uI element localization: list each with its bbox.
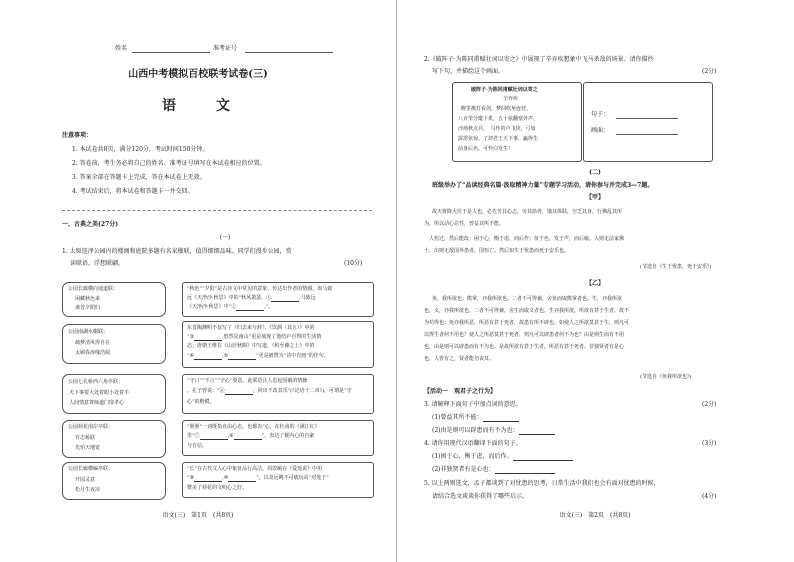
couplet-1-line1: 闲藏秋色来 [75, 296, 101, 302]
q1-score: (10分) [344, 260, 363, 267]
note-4-line2c: ”，表达了梗内心的自豪 [261, 433, 315, 439]
note-5-line2c: ”，以及远眺不可亵玩焉”对莲子” [256, 475, 329, 481]
name-line [132, 52, 210, 53]
answer-blank-7[interactable] [200, 433, 228, 440]
q3-text: 3. 请解释下面句子中加点词的意思。 [424, 401, 522, 408]
note-1-line2b: ,马致远 [299, 295, 316, 301]
couplet-3-line2: 人间情意尊师道门扉孝心 [69, 400, 125, 406]
couplet-4-line1: 有志桥联 [75, 435, 96, 441]
note-2-line4a: “④ [187, 353, 195, 359]
jia-line-2: 为，所以动心忍性，曾益其所不能。 [424, 221, 505, 227]
q3-item-1: (1)曾益其所不能： [432, 414, 483, 421]
note-4-line1: “胆胆”一词既指直由心态，也都表“心，在杜甫的《满江红》 [187, 424, 320, 430]
jia-line-4: 士，出则无敌国外患者，国恒亡。然后知生于忧患而死于安乐也。 [424, 248, 570, 254]
q4-text: 4. 请你用现代汉语翻译下面的句子。 [424, 440, 522, 447]
couplet-3-caption: 公园七孔桥西六角亭联： [68, 379, 124, 385]
note-2-line1: 东晋陶渊明不仅写了《归去来兮辞》，《饮酒（其五）》中的 [187, 325, 315, 331]
answer-blank-1[interactable] [271, 295, 299, 302]
note-5-line3: 赞美了荷花的文明心之好。 [187, 485, 248, 491]
couplet-3-line1: 天下事要大处着眼小处着手 [69, 390, 130, 396]
yi-line-5: 也，由是则可以辟患而有不为也。是故所欲有甚于生者，所恶有甚于死者。非独贤者有是心 [424, 344, 625, 350]
yi-line-2: 也，义，亦我所欲也。二者不可得兼，舍生而取义者也。生亦我所欲，所欲有甚于生者，故不 [424, 308, 630, 314]
activity-intro: 班级举办了“品读经典名篇·汲取精神力量”专题学习活动，请你参与并完成3—7题。 [432, 182, 654, 189]
couplet-2-caption: 公园南湖水榭联： [68, 329, 109, 335]
q4-item-2: (2)非独贤者有是心也： [432, 466, 495, 473]
answer-blank-8[interactable] [234, 433, 262, 440]
answer-blank-3[interactable] [194, 334, 222, 341]
subject-title: 语 文 [162, 98, 234, 114]
activity1-title: 【活动一 观君子之行为】 [424, 388, 497, 395]
yi-line-1: 鱼，我所欲也；熊掌，亦我所欲也。二者不可得兼，舍鱼而取熊掌者也。生，亦我所欲 [432, 296, 623, 302]
sub1-title: (一) [219, 234, 231, 241]
note-2-line4b: ,⑤ [222, 353, 229, 359]
note-3-line1: “守口”“不言”“守心”要意。此联语注人思起国破的情操 [187, 378, 308, 384]
note-3-line2b: ，同出不改其乐”(《论语十二章》)，可谓是“守 [252, 388, 352, 394]
q2-line2: 写下句，并描绘这个画面。 [432, 68, 505, 75]
notes-title: 注意事项： [62, 132, 93, 139]
couplet-box-1 [62, 282, 166, 317]
sentence-label: 句子： [591, 111, 610, 118]
note-2-line4c: ”更是被赞为“诗中有画”的佳句。 [256, 353, 329, 359]
answer-blank-2[interactable] [236, 304, 264, 311]
note-3-line2a: 。孔子曾说：“⑥ [187, 388, 225, 394]
q5-line2: 请结合选文谈谈你获得了哪些启示。 [432, 493, 529, 500]
note-5-line1: “长”在古代文人心中象征品行高洁。周敦颐在《爱莲说》中用 [187, 466, 323, 472]
note-2-line3: 态；唐朝王维在《山居秋暝》中写道，《积至藤之上》中的 [187, 343, 315, 349]
couplet-1-line2: 斋芳夕阳归 [75, 305, 101, 311]
answer-blank-6[interactable] [225, 388, 253, 395]
poem-title: 破阵子·为陈同甫赋壮词以寄之 [471, 87, 538, 93]
couplet-box-3 [62, 374, 166, 414]
notes-divider [62, 210, 372, 211]
q2-score: (2分) [702, 68, 717, 75]
couplet-5-caption: 公园长廊横编亭联： [68, 466, 114, 472]
poem-line-2: 八百里分麾下炙，五十弦翻塞外声。 [458, 116, 539, 122]
couplet-note-5 [182, 462, 374, 498]
q3-answer-1[interactable] [483, 415, 519, 422]
note-4-line2b: ,⑧ [227, 433, 234, 439]
right-page-footer: 语文(三) 第2页 (共8页) [559, 512, 631, 519]
q5-line1: 5. 以上两则选文，孟子都谈到了对忧患的思考，日常生活中我们也会有面对忧患的时候， [424, 480, 660, 487]
note-1-line3b: ,”。 [264, 304, 274, 310]
note-2-line2b: ,悠然见南山”更是展现了他结庐自得的生活情 [222, 334, 322, 340]
couplet-box-4 [62, 420, 166, 458]
q1-line1: 1. 太原迎泽公园内的楼阁和庭院多题有名家楹联，值得细细品味。同学们漫步公园，赏 [62, 248, 292, 255]
scene-label: 画面： [591, 127, 610, 134]
couplet-note-3 [182, 374, 374, 414]
jia-source: (节选自《生于忧患，死于安乐》) [640, 264, 712, 270]
couplet-note-4 [182, 420, 374, 456]
jia-title: 【甲】 [585, 194, 604, 201]
couplet-4-line2: 先怕天地宽 [75, 445, 101, 451]
note-3-line3: 心”的楷模。 [187, 399, 215, 405]
jia-line-3: 人恒过，然后能改；困于心，衡于虑，而后作；征于色，发于声，而后喻。入则无法家拂 [424, 236, 625, 242]
sentence-line[interactable] [616, 118, 678, 119]
note-1-line3a: 《天净沙·秋思》中“② [187, 304, 237, 310]
poem-author: 辛弃疾 [503, 96, 519, 102]
note-5-line2b: ,⑩ [222, 475, 229, 481]
couplet-note-2 [182, 321, 374, 368]
yi-title: 【乙】 [585, 280, 604, 287]
q3-item-2: (2)由是则可以辟患而有不为也： [432, 427, 519, 434]
note-1: 1. 本试卷共8页，满分120分，考试时间150分钟。 [72, 146, 209, 153]
yi-line-4: 以得生者何不用也？使人之所恶莫甚于死者，则凡可以辟患者何不为也？由是则生而有不用 [424, 332, 625, 338]
couplet-box-2 [62, 324, 166, 364]
note-3: 3. 答案全部在答题卡上完成，答在本试卷上无效。 [72, 174, 206, 181]
section1-title: 一、古典之美(27分) [62, 221, 119, 228]
exam-no-line [245, 52, 333, 53]
couplet-4-caption: 公园荷花南岸亭联： [68, 424, 114, 430]
q3-score: (2分) [702, 401, 717, 408]
couplet-5-line1: 开园灵意 [75, 477, 96, 483]
couplet-1-caption: 公园长廊横向通道联： [68, 286, 119, 292]
scene-line[interactable] [616, 134, 678, 135]
poem-line-5: 前身后名。可怜白发生！ [458, 146, 514, 152]
exam-title: 山西中考模拟百校联考试卷(三) [128, 69, 268, 80]
q4-answer-1[interactable] [513, 454, 573, 461]
couplet-box-5 [62, 462, 166, 500]
q5-score: (4分) [702, 493, 717, 500]
answer-blank-4[interactable] [194, 353, 222, 360]
q4-item-1: (1)困于心，衡于虑，而后作。 [432, 453, 513, 460]
note-1-line2a: 远《天净沙·秋思》中的“秋风萧瑟，① [187, 295, 272, 301]
note-4-line3: 与自信。 [187, 443, 208, 449]
poem-line-4: 霹雳弦惊。了却君王天下事，赢得生 [458, 136, 539, 142]
answer-blank-5[interactable] [228, 353, 256, 360]
q4-score: (3分) [702, 440, 717, 447]
yi-line-6: 也，人皆有之，贤者能勿丧耳。 [424, 356, 495, 362]
answer-blank-9[interactable] [194, 475, 222, 482]
note-4: 4. 考试结束后，将本试卷和答题卡一并交回。 [72, 188, 194, 195]
sub2-title: (二) [589, 169, 601, 176]
poem-box [452, 82, 582, 162]
answer-blank-10[interactable] [228, 475, 256, 482]
jia-line-1: 故天将降大任于是人也，必先苦其心志，劳其筋骨，饿其体肤，空乏其身，行拂乱其所 [432, 209, 623, 215]
exam-no-label: 准考证号 [213, 45, 238, 52]
couplet-note-1 [182, 282, 374, 317]
poem-line-1: 醉里挑灯看剑，梦回吹角连营。 [461, 106, 532, 112]
note-2: 2. 答卷前，考生务必将自己的姓名、准考证号填写在本试卷相应的位置。 [72, 160, 266, 167]
couplet-5-line2: 松月生夜凉 [75, 487, 101, 493]
yi-line-3: 为苟得也；死亦我所恶，所恶有甚于死者，故患有所不辟也。如使人之所欲莫甚于生，则凡可 [424, 320, 630, 326]
left-page-footer: 语文(三) 第1页 (共8页) [162, 512, 234, 519]
yi-source: (节选自《鱼我所欲也》) [640, 374, 692, 380]
q3-answer-2[interactable] [519, 428, 555, 435]
note-2-line2a: “③ [187, 334, 195, 340]
q2-line1: 2.《破阵子·为陈同甫赋壮词以寄之》中展现了辛弃疾想象中飞马杀敌的场景。请你描抄 [424, 56, 654, 63]
note-4-line2a: 里“⑦ [187, 433, 200, 439]
q4-answer-2[interactable] [495, 467, 555, 474]
answer-panel [583, 82, 713, 162]
note-1-line1: “秋色”“夕阳”是古诗文中常见的意象，传达出作者的情感，如马致 [187, 286, 333, 292]
poem-line-3: 沙场秋点兵。 马作的卢飞快，弓如 [458, 126, 536, 132]
name-label: 姓名 [115, 45, 128, 52]
q1-line2: 读联语，浮想联翩。 [70, 260, 125, 267]
couplet-2-line2: 太顾春涛缘浩阔 [75, 350, 111, 356]
couplet-2-line1: 疏梦清风得自在 [75, 340, 111, 346]
note-5-line2a: “⑨ [187, 475, 195, 481]
